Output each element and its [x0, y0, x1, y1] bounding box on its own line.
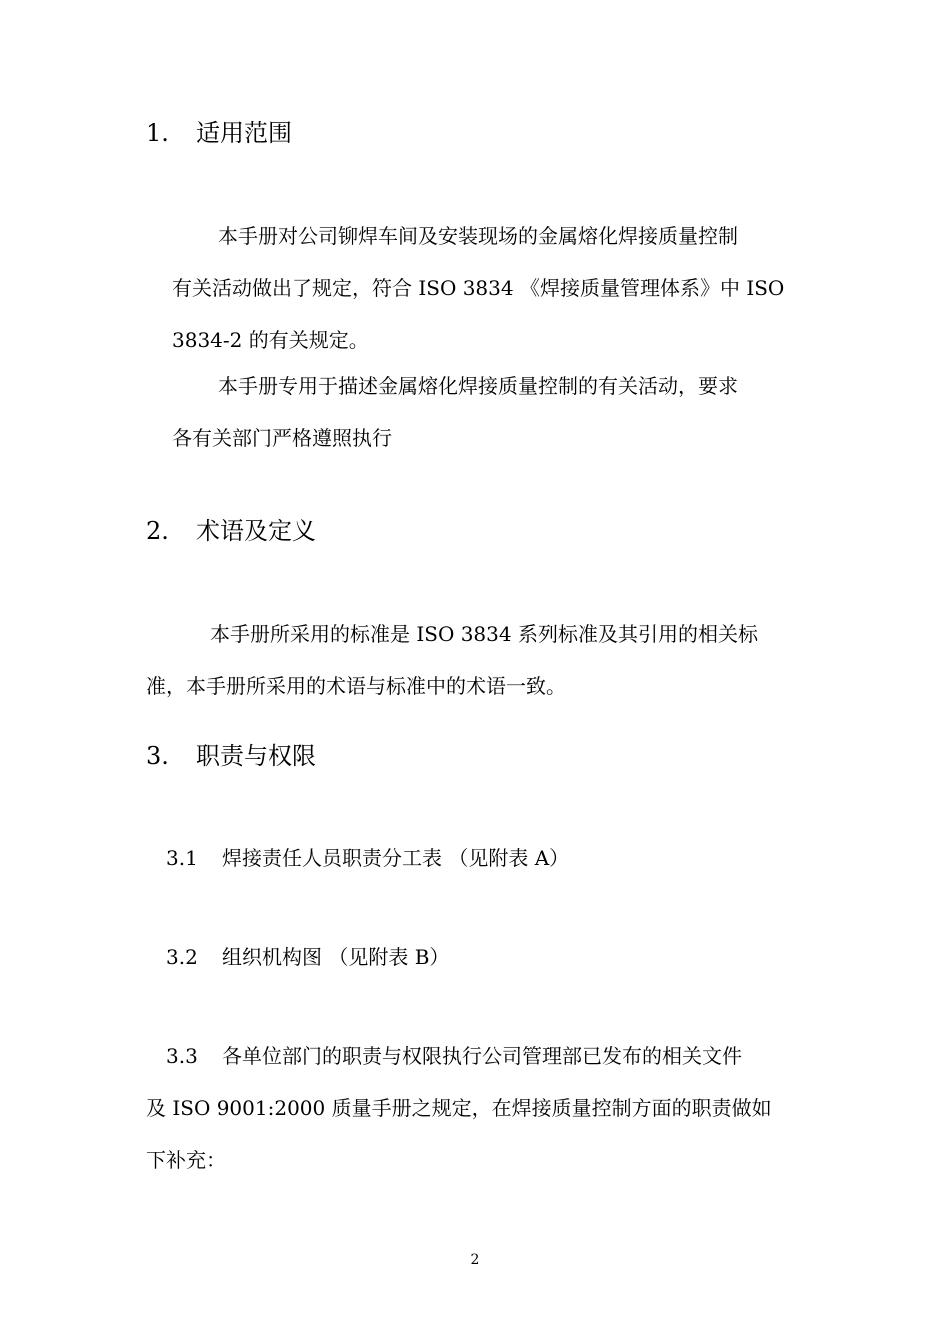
- section-title: 适用范围: [196, 119, 292, 147]
- subsection-3-2: [166, 942, 449, 972]
- section-1-heading: [146, 118, 292, 148]
- subsection-number: 3.1: [166, 846, 198, 870]
- subsection-3-1: [166, 843, 569, 873]
- section-title: 术语及定义: [196, 517, 316, 545]
- section-1-paragraph-2: [172, 360, 738, 464]
- section-2-paragraph: [146, 608, 758, 712]
- subsection-text: 各单位部门的职责与权限执行公司管理部已发布的相关文件: [222, 1044, 742, 1068]
- paragraph-line: 及 ISO 9001:2000 质量手册之规定，在焊接质量控制方面的职责做如: [146, 1096, 772, 1120]
- section-number: 2.: [146, 517, 169, 545]
- subsection-3-3-first-line: [166, 1041, 742, 1071]
- subsection-3-3-continuation: [146, 1082, 772, 1186]
- subsection-text: 焊接责任人员职责分工表 （见附表 A）: [222, 846, 570, 870]
- subsection-number: 3.2: [166, 945, 198, 969]
- page-number: 2: [470, 1252, 480, 1268]
- section-2-heading: [146, 516, 316, 546]
- paragraph-line: 下补充：: [146, 1148, 226, 1172]
- subsection-number: 3.3: [166, 1044, 198, 1068]
- subsection-text: 组织机构图 （见附表 B）: [222, 945, 450, 969]
- paragraph-line: 准，本手册所采用的术语与标准中的术语一致。: [146, 674, 566, 698]
- section-3-heading: [146, 741, 316, 771]
- section-number: 1.: [146, 119, 169, 147]
- paragraph-line: 各有关部门严格遵照执行: [172, 426, 392, 450]
- section-number: 3.: [146, 742, 169, 770]
- paragraph-line: 本手册对公司铆焊车间及安装现场的金属熔化焊接质量控制: [218, 224, 738, 248]
- paragraph-line: 3834-2 的有关规定。: [172, 328, 369, 352]
- paragraph-line: 本手册专用于描述金属熔化焊接质量控制的有关活动，要求: [218, 374, 738, 398]
- paragraph-line: 本手册所采用的标准是 ISO 3834 系列标准及其引用的相关标: [210, 622, 758, 646]
- section-1-paragraph-1: [172, 210, 784, 366]
- paragraph-line: 有关活动做出了规定，符合 ISO 3834 《焊接质量管理体系》中 ISO: [172, 276, 785, 300]
- section-title: 职责与权限: [196, 742, 316, 770]
